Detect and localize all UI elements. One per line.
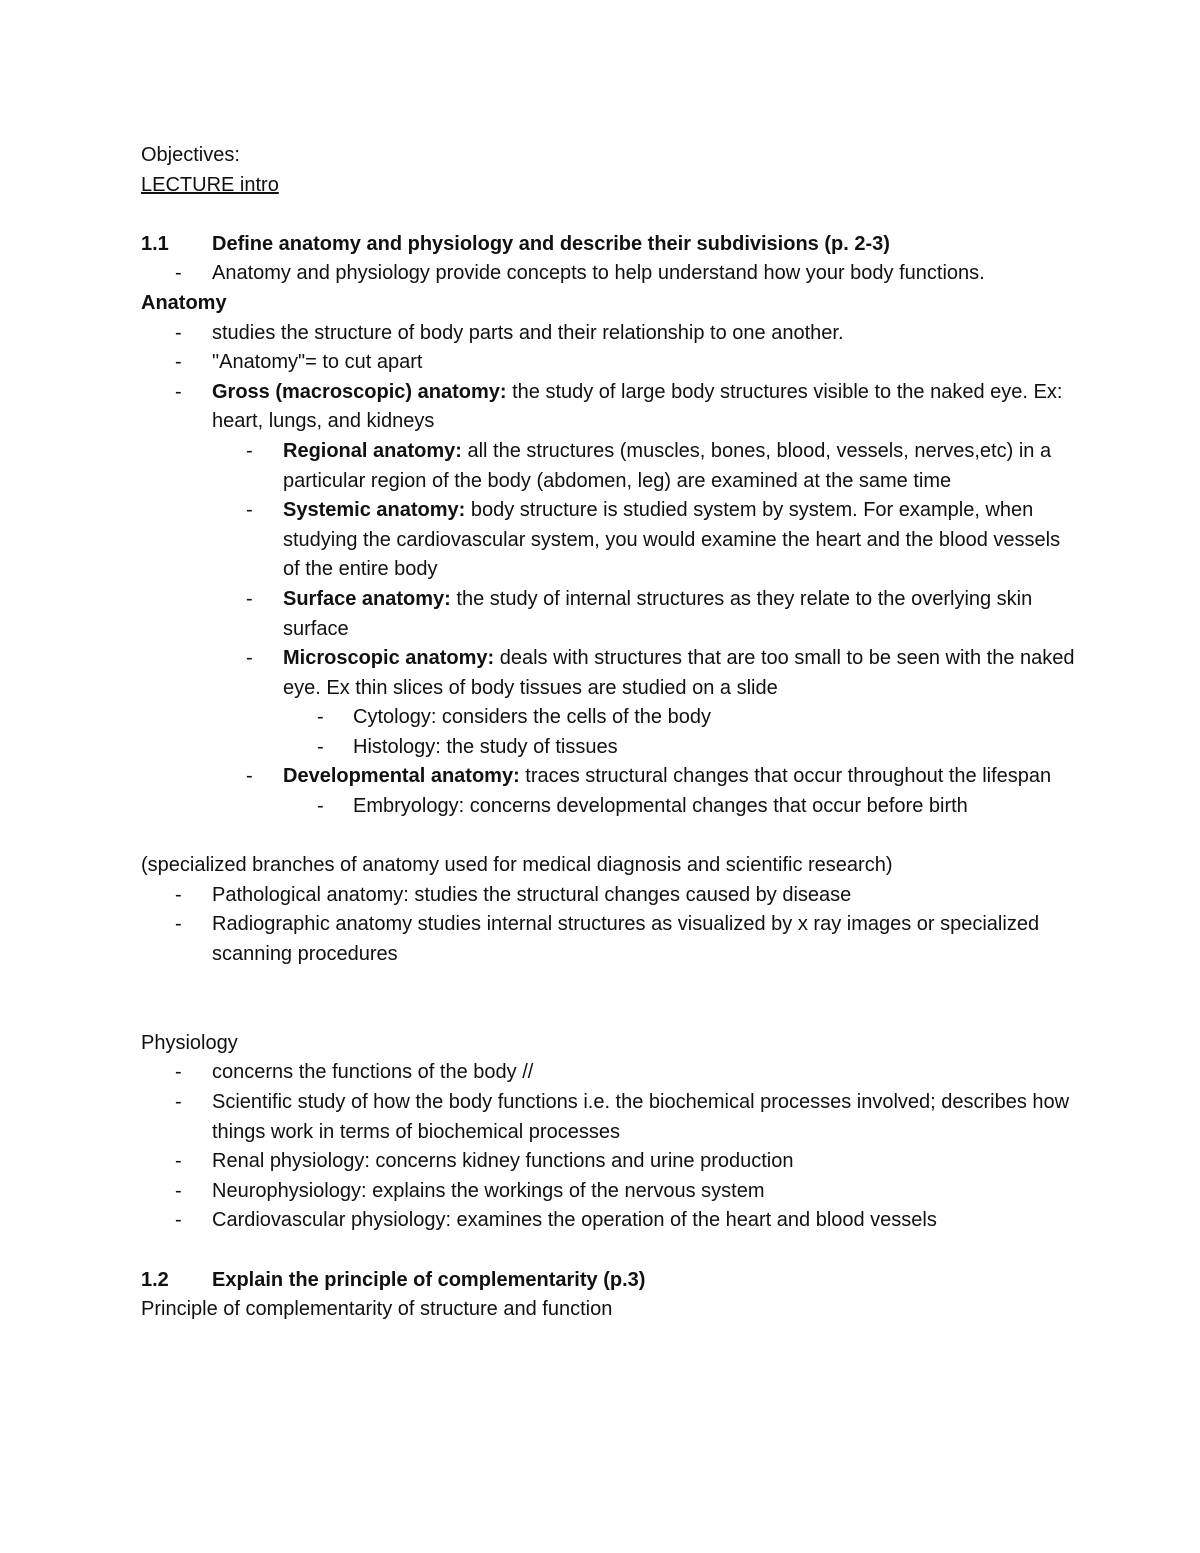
anatomy-heading: Anatomy — [141, 291, 227, 314]
list-item: - concerns the functions of the body // — [141, 1058, 1081, 1088]
bullet-dash: - — [246, 647, 253, 670]
lecture-title: LECTURE intro — [141, 173, 279, 196]
list-item: - Cytology: considers the cells of the body — [141, 703, 1081, 733]
term: Gross (macroscopic) anatomy: — [212, 380, 507, 403]
term: Microscopic anatomy: — [283, 647, 495, 670]
section-number: 1.2 — [141, 1268, 169, 1291]
bullet-dash: - — [175, 883, 182, 906]
term: Developmental anatomy: — [283, 765, 520, 788]
list-item: - Neurophysiology: explains the workings of the nervous system — [141, 1177, 1081, 1207]
objectives-label: Objectives: — [141, 144, 240, 166]
list-item: - Pathological anatomy: studies the structural changes caused by disease — [141, 881, 1081, 911]
list-item: - Histology: the study of tissues — [141, 733, 1081, 763]
list-item: - Surface anatomy: the study of internal structures as they relate to the overlying skin surface — [141, 585, 1081, 644]
bullet-dash: - — [317, 706, 324, 729]
list-item: - Cardiovascular physiology: examines the operation of the heart and blood vessels — [141, 1206, 1081, 1236]
list-item: - Gross (macroscopic) anatomy: the study of large body structures visible to the naked eye. Ex: heart, lungs, and kidneys — [141, 378, 1081, 437]
list-item: - Radiographic anatomy studies internal structures as visualized by x ray images or specialized scanning procedures — [141, 910, 1081, 969]
bullet-dash: - — [246, 499, 253, 522]
bullet-dash: - — [175, 1179, 182, 1202]
bullet-dash: - — [175, 321, 182, 344]
complementarity-text: Principle of complementarity of structure and function — [141, 1298, 613, 1321]
bullet-dash: - — [175, 913, 182, 936]
bullet-dash: - — [175, 262, 182, 285]
list-item: - Microscopic anatomy: deals with structures that are too small to be seen with the naked eye. Ex thin slices of body tissues are studied on a slide — [141, 644, 1081, 703]
list-item: - Embryology: concerns developmental changes that occur before birth — [141, 792, 1081, 822]
bullet-dash: - — [175, 1061, 182, 1084]
list-item: - "Anatomy"= to cut apart — [141, 348, 1081, 378]
physiology-heading: Physiology — [141, 1031, 238, 1054]
bullet-dash: - — [317, 735, 324, 758]
section-1-2-heading — [141, 1266, 1081, 1296]
list-item: - Scientific study of how the body functions i.e. the biochemical processes involved; describes how things work in terms of biochemical processes — [141, 1088, 1081, 1147]
list-item: - Developmental anatomy: traces structural changes that occur throughout the lifespan — [141, 762, 1081, 792]
specialized-branches-note: (specialized branches of anatomy used for medical diagnosis and scientific research) — [141, 854, 893, 877]
list-item: - Regional anatomy: all the structures (muscles, bones, blood, vessels, nerves,etc) in a particular region of the body (abdomen, leg) are examined at the same time — [141, 437, 1081, 496]
section-1-1-heading — [141, 230, 1081, 260]
bullet-dash: - — [246, 765, 253, 788]
bullet-dash: - — [175, 1150, 182, 1173]
term: Regional anatomy: — [283, 439, 462, 462]
list-item: - studies the structure of body parts and their relationship to one another. — [141, 319, 1081, 349]
list-item: - Systemic anatomy: body structure is studied system by system. For example, when studying the cardiovascular system, you would examine the heart and the blood vessels of the entire body — [141, 496, 1081, 585]
list-item: - Renal physiology: concerns kidney functions and urine production — [141, 1147, 1081, 1177]
section-number: 1.1 — [141, 232, 169, 255]
document-body — [141, 141, 1081, 1325]
bullet-dash: - — [175, 1209, 182, 1232]
bullet-dash: - — [175, 1091, 182, 1113]
section-title: Explain the principle of complementarity (p.3) — [212, 1268, 646, 1291]
bullet-dash: - — [246, 439, 253, 462]
section-title: Define anatomy and physiology and describe their subdivisions (p. 2-3) — [212, 232, 890, 255]
bullet-dash: - — [175, 380, 182, 403]
bullet-dash: - — [246, 587, 253, 610]
term: Surface anatomy: — [283, 587, 451, 610]
bullet-dash: - — [175, 351, 182, 374]
term: Systemic anatomy: — [283, 499, 466, 522]
list-item: - Anatomy and physiology provide concepts to help understand how your body functions. — [141, 259, 1081, 289]
bullet-dash: - — [317, 795, 324, 818]
